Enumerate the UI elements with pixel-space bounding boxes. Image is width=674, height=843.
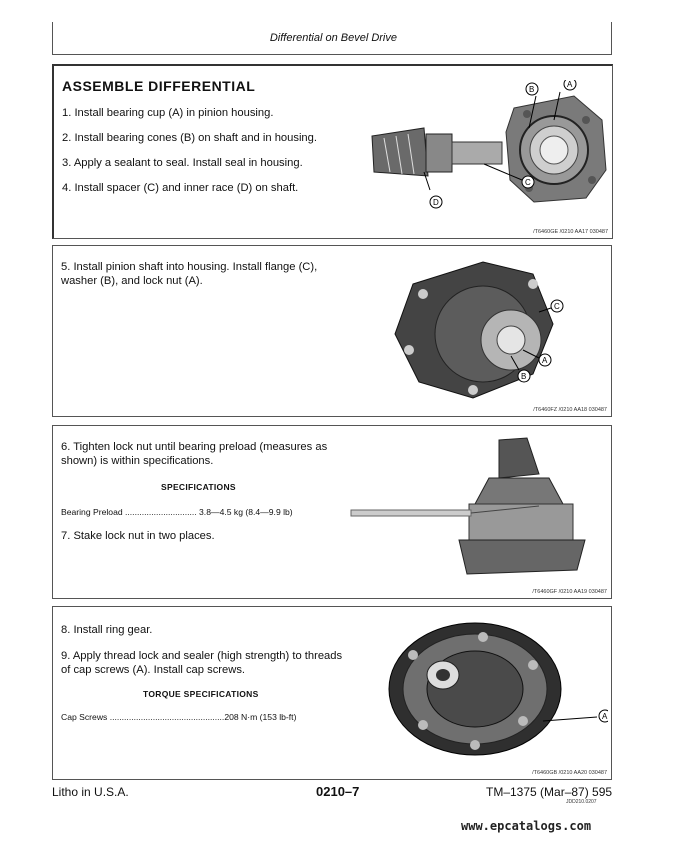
cap-screws-spec: Cap Screws ................................................208 N·m (153 lb-ft) (61, 712, 297, 722)
section-bearing-preload (52, 425, 612, 599)
callout-a: A (602, 712, 608, 721)
section-ring-gear (52, 606, 612, 780)
step-3: 3. Apply a sealant to seal. Install seal in housing. (62, 157, 303, 169)
pinion-housing-figure (364, 80, 614, 210)
step-4: 4. Install spacer (C) and inner race (D) on shaft. (62, 182, 299, 194)
differential-case-photo (389, 623, 561, 755)
manual-id: TM–1375 (Mar–87) 595 (486, 785, 613, 799)
callout-a: A (567, 80, 573, 89)
footer-litho: Litho in U.S.A. (52, 785, 129, 799)
callout-d: D (433, 198, 439, 207)
page-number: 0210–7 (316, 784, 360, 799)
callout-b: B (521, 372, 527, 381)
page-header (52, 22, 612, 55)
callout-a: A (542, 356, 548, 365)
section-assemble-differential (52, 64, 613, 239)
figure-caption: /T6460GE /0210 AA17 030487 (533, 229, 608, 235)
step-6: 6. Tighten lock nut until bearing preload (measures as shown) is within specifications. (61, 441, 328, 467)
torque-spec-title: TORQUE SPECIFICATIONS (143, 689, 259, 699)
spec-title: SPECIFICATIONS (161, 482, 236, 492)
callout-b: B (529, 85, 535, 94)
step-9: 9. Apply thread lock and sealer (high strength) to threads of cap screws (A). Install cap screws. (61, 650, 343, 676)
watermark-link[interactable]: www.epcatalogs.com (461, 819, 592, 833)
preload-measurement-figure (349, 434, 609, 584)
step-7: 7. Stake lock nut in two places. (61, 530, 215, 542)
step-1: 1. Install bearing cup (A) in pinion housing. (62, 107, 274, 119)
figure-caption: /T6460GB /0210 AA20 030487 (532, 770, 607, 776)
bearing-preload-spec: Bearing Preload .............................. 3.8—4.5 kg (8.4—9.9 lb) (61, 507, 293, 517)
section-heading: ASSEMBLE DIFFERENTIAL (62, 78, 256, 94)
callout-c: C (554, 302, 560, 311)
ring-gear-figure (383, 615, 608, 765)
figure-caption: /T6460FZ /0210 AA18 030487 (533, 407, 607, 413)
step-5: 5. Install pinion shaft into housing. Install flange (C), washer (B), and lock nut (A). (61, 261, 318, 287)
gear-photo (459, 438, 585, 574)
shaft-drawing (372, 128, 502, 176)
step-8: 8. Install ring gear. (61, 624, 153, 636)
step-2: 2. Install bearing cones (B) on shaft and in housing. (62, 132, 317, 144)
header-title: Differential on Bevel Drive (269, 32, 397, 44)
section-install-pinion-shaft (52, 245, 612, 417)
footer-code: JDD210.0207 (566, 799, 597, 805)
flange-assembly-figure (383, 254, 603, 404)
figure-caption: /T6460GF /0210 AA19 030487 (532, 589, 607, 595)
callout-c: C (525, 178, 531, 187)
